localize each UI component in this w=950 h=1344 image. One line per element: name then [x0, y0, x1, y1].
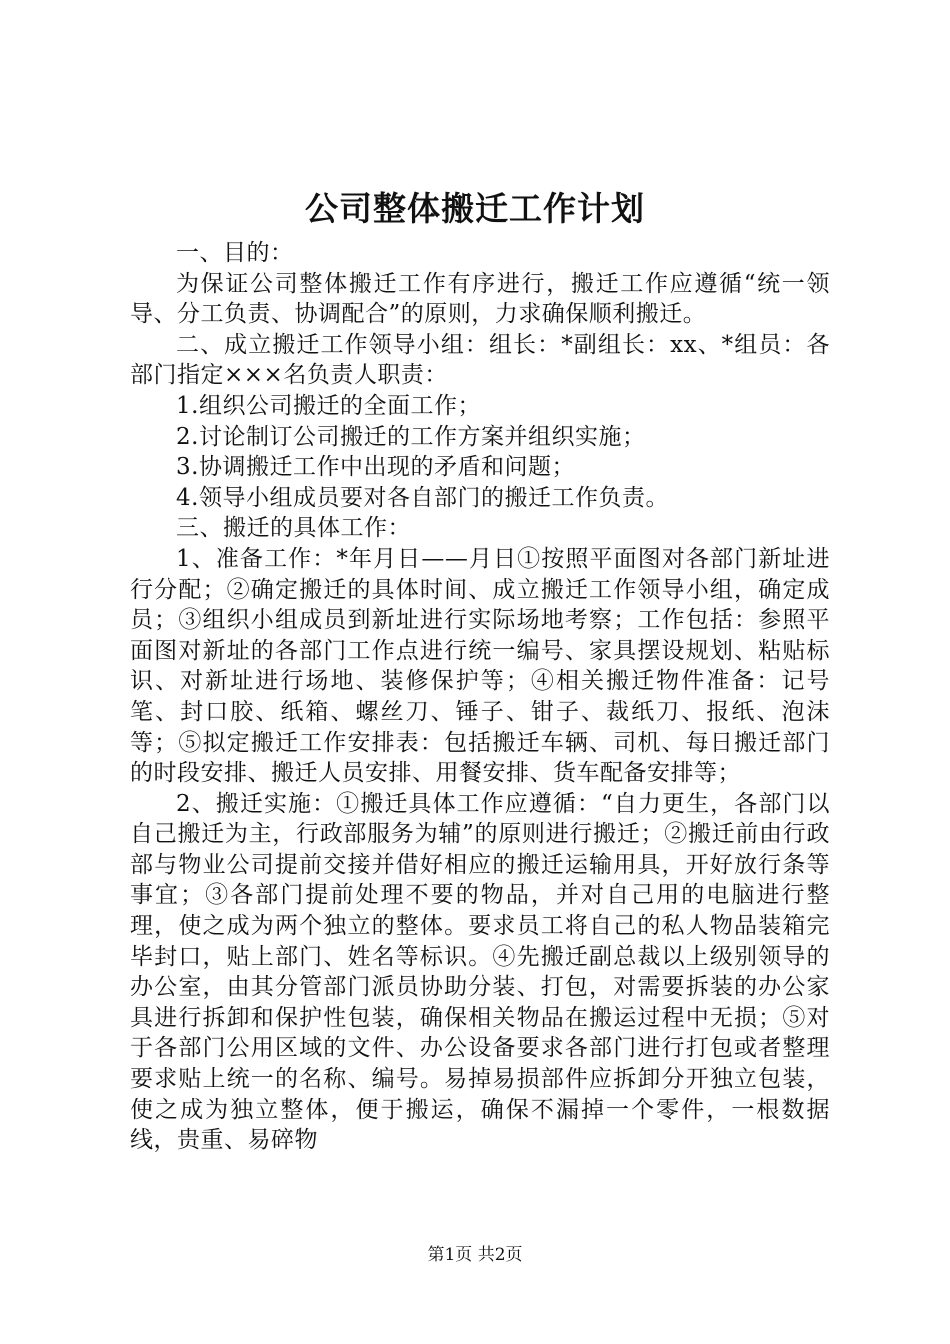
- paragraph-purpose: 为保证公司整体搬迁工作有序进行，搬迁工作应遵循“统一领导、分工负责、协调配合”的原则，力求确保顺利搬迁。: [130, 270, 830, 328]
- paragraph-preparation: 1、准备工作：*年月日——月日①按照平面图对各部门新址进行分配；②确定搬迁的具体时间、成立搬迁工作领导小组，确定成员；③组织小组成员到新址进行实际场地考察；工作包括：参照平面图对新址的各部门工作点进行统一编号、家具摆设规划、粘贴标识、对新址进行场地、装修保护等；④相关搬迁物件准备：记号笔、封口胶、纸箱、螺丝刀、锤子、钳子、裁纸刀、报纸、泡沫等；⑤拟定搬迁工作安排表：包括搬迁车辆、司机、每日搬迁部门的时段安排、搬迁人员安排、用餐安排、货车配备安排等；: [130, 545, 830, 787]
- page-footer: 第1页 共2页: [427, 1245, 523, 1265]
- paragraph-implementation: 2、搬迁实施：①搬迁具体工作应遵循：“自力更生，各部门以自己搬迁为主，行政部服务为辅”的原则进行搬迁；②搬迁前由行政部与物业公司提前交接并借好相应的搬迁运输用具，开好放行条等事宜；③各部门提前处理不要的物品，并对自己用的电脑进行整理，使之成为两个独立的整体。要求员工将自己的私人物品装箱完毕封口，贴上部门、姓名等标识。④先搬迁副总裁以上级别领导的办公室，由其分管部门派员协助分装、打包，对需要拆装的办公家具进行拆卸和保护性包装，确保相关物品在搬运过程中无损；⑤对于各部门公用区域的文件、办公设备要求各部门进行打包或者整理要求贴上统一的名称、编号。易掉易损部件应拆卸分开独立包装，使之成为独立整体，便于搬运，确保不漏掉一个零件，一根数据线，贵重、易碎物: [130, 790, 830, 1154]
- duty-item-4: 4.领导小组成员要对各自部门的搬迁工作负责。: [176, 484, 669, 511]
- duty-item-2: 2.讨论制订公司搬迁的工作方案并组织实施；: [176, 423, 646, 450]
- duty-item-1: 1.组织公司搬迁的全面工作；: [176, 392, 481, 419]
- document-body: [130, 238, 830, 1156]
- section-heading-team: 二、成立搬迁工作领导小组：组长：*副组长：xx、*组员：各部门指定×××名负责人职责：: [130, 331, 830, 389]
- duty-item-3: 3.协调搬迁工作中出现的矛盾和问题；: [176, 454, 575, 481]
- document-title: 公司整体搬迁工作计划: [305, 189, 645, 228]
- section-heading-purpose: 一、目的：: [176, 240, 294, 266]
- section-heading-tasks: 三、搬迁的具体工作：: [176, 515, 411, 542]
